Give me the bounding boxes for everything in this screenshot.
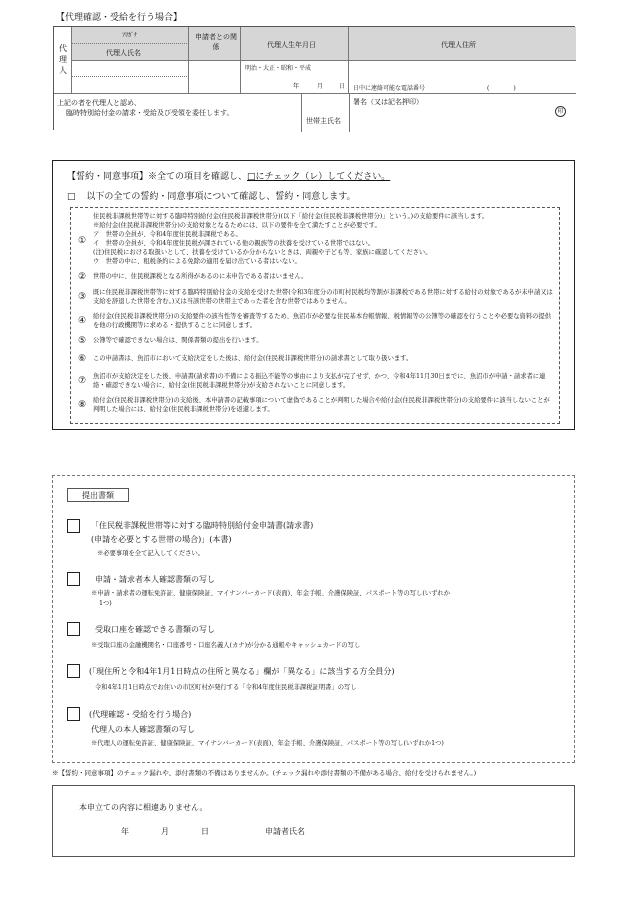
document-main-text: (代理確認・受給を行う場合): [89, 710, 192, 719]
consent-line: ア 世帯の全員が、令和4年度住民税非課税である。: [93, 231, 242, 238]
phone-label: 日中に連絡可能な電話番号: [353, 85, 426, 92]
agree-row[interactable]: [67, 189, 356, 202]
declaration-year: 年: [121, 827, 129, 836]
consent-item-number: ⑤: [77, 336, 87, 346]
declaration-text: 本申立ての内容に相違ありません。: [79, 803, 208, 812]
footnote: ※【誓約・同意事項】のチェック漏れや、添付書類の不備はありませんか。(チェック漏れや添付書類の不備がある場合、給付を受けられません。): [52, 769, 477, 777]
document-checkbox[interactable]: [67, 519, 80, 533]
consent-item-number: ⑥: [77, 354, 87, 364]
section-title: 【代理確認・受給を行う場合】: [56, 13, 183, 23]
era-options: 明治・大正・昭和・平成: [245, 65, 312, 72]
consent-item-text: [93, 212, 553, 266]
agree-text: 以下の全ての誓約・同意事項について確認し、誓約・同意します。: [86, 192, 356, 202]
relation-input-cell[interactable]: [189, 61, 241, 93]
signature-cell[interactable]: [349, 94, 576, 132]
phone-parens: ( ): [487, 85, 516, 92]
birth-day-label: 日: [339, 83, 346, 90]
document-note: 1つ): [99, 600, 112, 607]
document-note: ※必要事項を全て記入してください。: [97, 550, 205, 557]
consent-item-number: ⑧: [77, 400, 87, 410]
consent-item-number: ①: [77, 236, 87, 246]
documents-box: [52, 475, 575, 763]
address-header-cell: [349, 27, 576, 61]
address-header: 代理人住所: [441, 41, 476, 49]
declaration-month: 月: [161, 827, 169, 836]
name-input-cell[interactable]: [72, 77, 189, 93]
consent-header-instruction: □にチェック（レ）してください。: [247, 172, 391, 182]
consent-item-number: ④: [77, 316, 87, 326]
consent-item-number: ⑦: [77, 376, 87, 386]
birth-month-label: 月: [317, 83, 324, 90]
furigana-header-cell: [72, 27, 189, 44]
consent-header: [67, 169, 390, 182]
consent-item-text: この申請書は、魚沼市において支給決定をした後は、給付金(住民税非課税世帯分)の請求書として取り扱います。: [93, 355, 413, 362]
consent-item-text: 既に住民税非課税世帯等に対する臨時特別給付金の支給を受けた世帯(令和3年度分の市町村民税均等割が非課税である世帯に対する給付の対象であるが未申請又は支給を辞退した世帯を含む。)又は当該世帯の世帯主であった者を含む世帯ではありません。: [93, 289, 553, 305]
consent-items-box: [70, 207, 560, 424]
householder-label-cell: [301, 94, 349, 132]
delegation-line1: 上記の者を代理人と認め、: [57, 99, 141, 107]
delegation-row: [54, 93, 576, 131]
proxy-table: [53, 26, 575, 130]
consent-item-text: 公簿等で確認できない場合は、関係書類の提出を行います。: [93, 337, 263, 344]
relation-header-cell: [189, 27, 241, 61]
householder-label: 世帯主氏名: [306, 117, 341, 125]
signature-label: 署名（又は記名押印）: [353, 98, 423, 106]
document-main-text: (「現住所と令和4年1月1日時点の住所と異なる」欄が「異なる」に該当する方全員分): [89, 667, 395, 676]
document-main-text: 受取口座を確認できる書類の写し: [95, 625, 215, 634]
delegation-line2: 臨時特別給付金の請求・受給及び受領を委任します。: [66, 109, 234, 117]
birthdate-header-cell: [241, 27, 349, 61]
consent-item-text: 魚沼市が支給決定をした後、申請書(請求書)の不備による振込不能等の事由により支払が完了せず、かつ、令和4年11月30日までに、魚沼市が申請・請求者に連絡・確認できない場合に、給付金(住民税非課税世帯分)が支給されないことに同意します。: [93, 373, 546, 389]
document-main-text: 「住民税非課税世帯等に対する臨時特別給付金申請書(請求書): [91, 521, 314, 530]
document-note: ※受取口座の金融機関名・口座番号・口座名義人(カナ)が分かる通帳やキャッシュカードの写し: [91, 642, 361, 649]
document-note: 令和4年1月1日時点でお住いの市区町村が発行する「令和4年度住民税非課税証明書」の写し: [95, 684, 357, 691]
relation-header: 申請者との関係: [195, 33, 237, 51]
document-checkbox[interactable]: [67, 622, 80, 636]
consent-item-text: 給付金(住民税非課税世帯分)の支給後、本申請書の記載事項について虚偽であることが判明した場合や給付金(住民税非課税世帯分)の支給要件に該当しないことが判明した場合には、給付金(住民税非課税世帯分)を返還します。: [93, 397, 550, 413]
consent-line: ウ 世帯の中に、租税条約による免除の適用を届け出ている者はいない。: [93, 258, 301, 265]
document-checkbox[interactable]: [67, 572, 80, 586]
name-header-cell: [72, 44, 189, 61]
proxy-side-cell: [54, 27, 72, 93]
document-checkbox[interactable]: [67, 707, 80, 721]
consent-item-text: 世帯の中に、住民税課税となる所得があるのに未申告である者はいません。: [93, 273, 308, 280]
birthdate-header: 代理人生年月日: [267, 41, 316, 49]
consent-line: (注)住民税における取扱いとして、扶養を受けているか分からないときは、両親や子ども等、家族に確認してください。: [93, 249, 432, 256]
declaration-day: 日: [201, 827, 209, 836]
agree-checkbox[interactable]: □: [67, 192, 76, 202]
name-header: 代理人氏名: [106, 49, 141, 57]
document-checkbox[interactable]: [67, 664, 80, 678]
consent-header-prefix: 【誓約・同意事項】※全ての項目を確認し、: [67, 172, 248, 182]
document-main-text: 代理人の本人確認書類の写し: [91, 725, 195, 734]
declaration-box: [52, 785, 575, 857]
consent-line: ※給付金(住民税非課税世帯分)の支給対象となるためには、以下の要件を全て満たすことが必要です。: [93, 222, 381, 229]
consent-line: 住民税非課税世帯等に対する臨時特別給付金(住民税非課税世帯分)(以下「給付金(住民税非課税世帯分)」という。)の支給要件に該当します。: [93, 213, 489, 220]
seal-mark: 印: [555, 106, 566, 117]
document-note: ※申請・請求者の運転免許証、健康保険証、マイナンバーカード(表面)、年金手帳、介護保険証、パスポート等の写し(いずれか: [91, 590, 450, 597]
birthdate-input-cell[interactable]: [241, 61, 349, 93]
documents-title: 提出書類: [67, 488, 129, 502]
consent-box: [52, 160, 575, 430]
document-note: ※代理人の運転免許証、健康保険証、マイナンバーカード(表面)、年金手帳、介護保険証、パスポート等の写し(いずれか1つ): [91, 740, 444, 747]
document-main-text: 申請・請求者本人確認書類の写し: [95, 575, 215, 584]
furigana-header: ﾌﾘｶﾞﾅ: [122, 32, 138, 39]
furigana-input-cell[interactable]: [72, 61, 189, 77]
consent-line: イ 世帯の全員が、令和4年度住民税が課されている他の親族等の扶養を受けている世帯ではない。: [93, 240, 375, 247]
document-main-text: (申請を必要とする世帯の場合)」(本書): [91, 535, 232, 544]
birth-year-label: 年: [293, 83, 300, 90]
address-input-cell[interactable]: [349, 61, 576, 93]
consent-item-number: ②: [77, 272, 87, 282]
consent-item-number: ③: [77, 292, 87, 302]
proxy-side-label: 代理人: [59, 44, 67, 75]
consent-item-text: 給付金(住民税非課税世帯分)の支給要件の該当性等を審査等するため、魚沼市が必要な住民基本台帳情報、税情報等の公簿等の確認を行うことや必要な資料の提供を他の行政機関等に求める・提供することに同意します。: [93, 313, 552, 329]
declaration-name-label: 申請者氏名: [265, 827, 305, 836]
